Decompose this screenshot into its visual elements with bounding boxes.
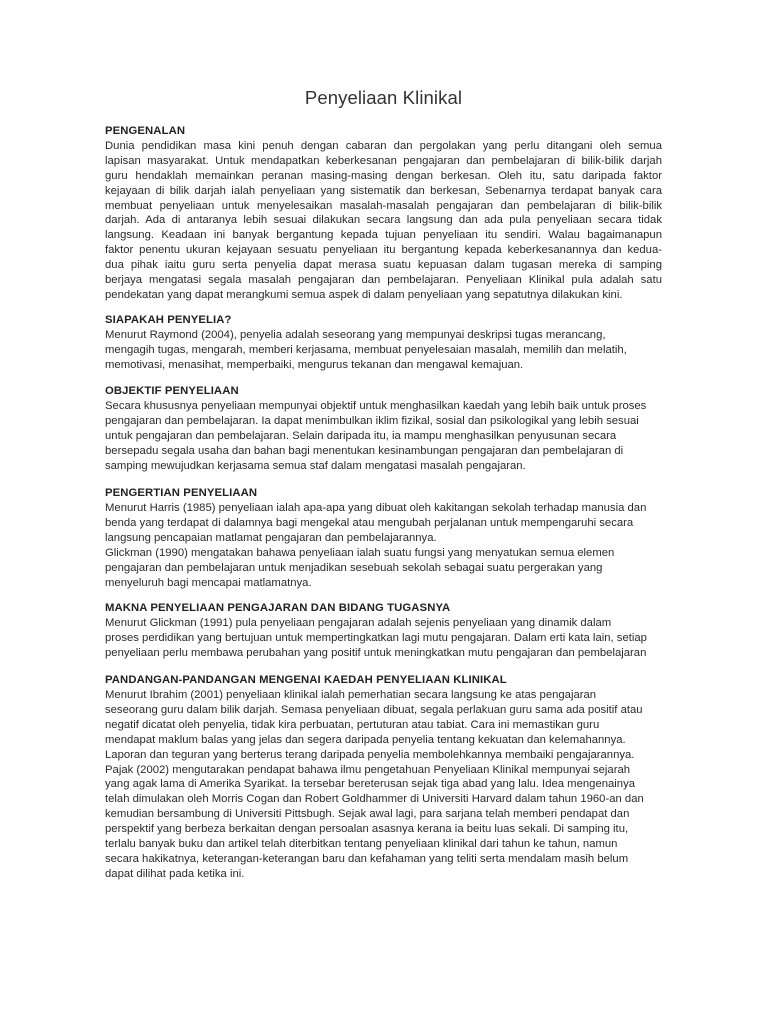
text-line: seseorang guru dalam bilik darjah. Semasa penyeliaan dibuat, segala perlakuan guru sama ada positif atau [105,703,643,716]
text-line: Laporan dan teguran yang berterus terang daripada penyelia membolehkannya membaiki pengajarannya. [105,748,635,761]
text-line: terlalu banyak buku dan artikel telah diterbitkan tentang penyeliaan klinikal dari tahun ke tahun, namun [105,838,618,851]
text-line: guru hendaklah memainkan peranan masing-masing dengan berkesan. Oleh itu, satu daripada faktor [105,169,662,182]
text-line: kejayaan di bilik darjah ialah penyeliaan yang sistematik dan berkesan, Sebenarnya terdapat banyak cara [105,184,662,197]
section-pengertian-penyeliaan [105,486,662,590]
text-line: kemudian bersambung di Universiti Pittsbugh. Sejak awal lagi, para sarjana telah memberi pendapat dan [105,808,630,821]
section-body [105,328,662,373]
section-heading: PENGENALAN [105,125,186,137]
section-body [105,688,662,882]
text-line: membuat penyeliaan untuk menyelesaikan masalah-masalah pengajaran dan pembelajaran di bilik-bilik [105,199,662,212]
text-line: mengagih tugas, mengarah, memberi kerjasama, membuat penyelesaian masalah, memilih dan melatih, [105,343,627,356]
text-line: perspektif yang berbeza berkaitan dengan persoalan asasnya kerana ia beitu luas sekali. Di samping itu, [105,823,629,836]
section-pengenalan [105,124,662,303]
text-line: mendapat maklum balas yang jelas dan segera daripada penyelia tentang kekuatan dan kelemahannya. [105,733,626,746]
text-line: dapat dilihat pada ketika ini. [105,867,245,880]
text-line: samping mewujudkan kerjasama semua staf dalam mengatasi masalah pengajaran. [105,459,526,472]
text-line: bersepadu segala usaha dan bahan bagi menentukan kesinambungan pengajaran dan pembelajaran di [105,444,624,457]
text-line: Menurut Glickman (1991) pula penyeliaan pengajaran adalah sejenis penyeliaan yang dinamik dalam [105,617,612,629]
document-title: Penyeliaan Klinikal [304,87,463,108]
section-heading: PENGERTIAN PENYELIAAN [105,487,258,499]
text-line: memotivasi, menasihat, memperbaiki, mengurus tekanan dan mengawal kemajuan. [105,358,524,371]
text-line: Pajak (2002) mengutarakan pendapat bahawa ilmu pengetahuan Penyeliaan Klinikal mempunyai sejarah [105,763,631,776]
text-line: telah dimulakan oleh Morris Cogan dan Robert Goldhammer di Universiti Harvard dalam tahun 1960-an dan [105,793,644,806]
text-line: Menurut Raymond (2004), penyelia adalah seseorang yang mempunyai deskripsi tugas merancang, [105,329,606,341]
section-body [105,139,662,303]
section-body [105,399,662,474]
text-line: Menurut Ibrahim (2001) penyeliaan klinikal ialah pemerhatian secara langsung ke atas pengajaran [105,689,597,701]
text-line: langsung pencapaian matlamat pengajaran dan pembelajarannya. [105,531,437,544]
text-line: faktor penentu ukuran kejayaan sesuatu penyeliaan itu bergantung kepada keberkesanannya dan kedua- [105,244,662,257]
text-line: menyeluruh bagi mencapai matlamatnya. [105,576,312,589]
text-line: Glickman (1990) mengatakan bahawa penyeliaan ialah suatu fungsi yang menyatukan semua elemen [105,546,615,559]
text-line: darjah. Ada di antaranya lebih sesuai dilakukan secara langsung dan ada pula penyeliaan secara tidak [105,214,662,227]
section-heading: MAKNA PENYELIAAN PENGAJARAN DAN BIDANG TUGASNYA [105,602,451,614]
text-line: pendekatan yang dapat merangkumi semua aspek di dalam penyeliaan yang sepatutnya dilakukan kini. [105,288,623,301]
text-line: untuk pengajaran dan pembelajaran. Selain daripada itu, ia mampu menghasilkan penyusunan secara [105,429,617,442]
section-body [105,501,662,590]
text-line: Dunia pendidikan masa kini penuh dengan cabaran dan pergolakan yang perlu ditangani oleh semua [105,140,662,152]
text-line: yang agak lama di Amerika Syarikat. Ia tersebar bereterusan sejak tiga abad yang lalu. Idea mengenainya [105,778,636,791]
section-siapakah-penyelia [105,313,662,373]
text-line: lapisan masyarakat. Untuk mendapatkan keberkesanan pengajaran dan pembelajaran di bilik-bilik darjah [105,154,662,167]
text-line: proses perdidikan yang bertujuan untuk mempertingkatkan lagi mutu pengajaran. Dalam erti kata lain, setiap [105,631,647,644]
section-heading: PANDANGAN-PANDANGAN MENGENAI KAEDAH PENYELIAAN KLINIKAL [105,674,507,686]
text-line: pengajaran dan pembelajaran. Ia dapat menimbulkan iklim fizikal, sosial dan psikologikal yang lebih sesuai [105,414,639,427]
text-line: dua pihak iaitu guru serta penyelia dapat merasa suatu kepuasan dalam tugasan mereka di samping [105,259,662,272]
text-line: langsung. Keadaan ini banyak bergantung kepada tujuan penyeliaan itu sendiri. Walau bagaimanapun [105,229,662,242]
text-line: pengajaran dan pembelajaran untuk menjadikan sesebuah sekolah sebagai suatu pergerakan yang [105,561,603,574]
text-line: Secara khususnya penyeliaan mempunyai objektif untuk menghasilkan kaedah yang lebih baik untuk proses [105,400,647,412]
section-makna-penyeliaan [105,601,662,661]
section-heading: OBJEKTIF PENYELIAAN [105,385,239,397]
section-heading: SIAPAKAH PENYELIA? [105,314,232,326]
section-objektif-penyeliaan [105,384,662,474]
text-line: Menurut Harris (1985) penyeliaan ialah apa-apa yang dibuat oleh kakitangan sekolah terhadap manusia dan [105,502,647,514]
section-pandangan-klinikal [105,673,662,882]
section-body [105,616,662,661]
text-line: berjaya mengatasi segala masalah pengajaran dan pembelajaran. Penyeliaan Klinikal pula adalah satu [105,274,662,287]
text-line: penyeliaan perlu membawa perubahan yang positif untuk meningkatkan mutu pengajaran dan pembelajaran [105,646,647,659]
text-line: benda yang terdapat di dalamnya bagi mengekal atau mengubah perjalanan untuk mempengaruhi secara [105,516,634,529]
text-line: secara hakikatnya, keterangan-keterangan baru dan kefahaman yang teliti serta mendalam masih belum [105,852,629,865]
text-line: negatif dicatat oleh penyelia, tidak kira perbuatan, pertuturan atau tabiat. Cara ini memastikan guru [105,718,600,731]
